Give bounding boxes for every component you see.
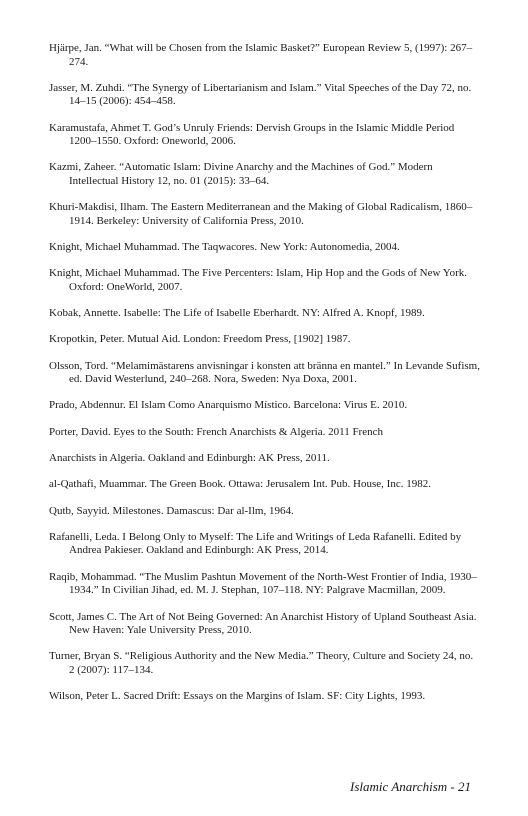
bibliography-entry: Wilson, Peter L. Sacred Drift: Essays on the Margins of Islam. SF: City Lights, 1993.	[49, 690, 426, 703]
bibliography-entry: Turner, Bryan S. “Religious Authority and the New Media.” Theory, Culture and Society 24, no. 2 (2007): 117–134.	[49, 650, 474, 676]
bibliography-entry: al-Qathafi, Muammar. The Green Book. Ottawa: Jerusalem Int. Pub. House, Inc. 1982.	[49, 478, 431, 491]
bibliography-entry: Qutb, Sayyid. Milestones. Damascus: Dar al-Ilm, 1964.	[49, 504, 294, 517]
bibliography-entry: Raqib, Mohammad. “The Muslim Pashtun Movement of the North-West Frontier of India, 1930–1934.” In Civilian Jihad, ed. M. J. Stephan, 107–118. NY: Palgrave Macmillan, 2009.	[49, 570, 477, 597]
page-footer-running-title: Islamic Anarchism - 21	[350, 779, 471, 794]
bibliography-entry: Kropotkin, Peter. Mutual Aid. London: Freedom Press, [1902] 1987.	[49, 333, 351, 346]
bibliography-entry: Anarchists in Algeria. Oakland and Edinburgh: AK Press, 2011.	[49, 452, 330, 465]
bibliography-entry: Rafanelli, Leda. I Belong Only to Myself: The Life and Writings of Leda Rafanelli. Edited by Andrea Pakieser. Oakland and Edinburgh: AK Press, 2014.	[49, 530, 462, 557]
bibliography-entry: Kazmi, Zaheer. “Automatic Islam: Divine Anarchy and the Machines of God.” Modern Intellectual History 12, no. 01 (2015): 33–64.	[49, 161, 433, 187]
bibliography-entry: Khuri-Makdisi, Ilham. The Eastern Mediterranean and the Making of Global Radicalism, 1860–1914. Berkeley: University of California Press, 2010.	[49, 201, 473, 227]
bibliography-list	[49, 42, 481, 716]
bibliography-entry: Scott, James C. The Art of Not Being Governed: An Anarchist History of Upland Southeast Asia. New Haven: Yale University Press, 2010.	[49, 610, 477, 637]
bibliography-entry: Knight, Michael Muhammad. The Taqwacores. New York: Autonomedia, 2004.	[49, 240, 400, 253]
bibliography-entry: Prado, Abdennur. El Islam Como Anarquismo Místico. Barcelona: Virus E. 2010.	[49, 399, 408, 412]
bibliography-entry: Knight, Michael Muhammad. The Five Percenters: Islam, Hip Hop and the Gods of New York. Oxford: OneWorld, 2007.	[49, 267, 468, 293]
bibliography-entry: Jasser, M. Zuhdi. “The Synergy of Libertarianism and Islam.” Vital Speeches of the Day 72, no. 14–15 (2006): 454–458.	[49, 81, 472, 108]
bibliography-entry: Kobak, Annette. Isabelle: The Life of Isabelle Eberhardt. NY: Alfred A. Knopf, 1989.	[49, 307, 425, 320]
bibliography-entry: Porter, David. Eyes to the South: French Anarchists & Algeria. 2011 French	[49, 425, 383, 438]
bibliography-entry: Olsson, Tord. “Melamimästarens anvisningar i konsten att bränna en mantel.” In Levande Sufism, ed. David Westerlund, 240–268. Nora, Sweden: Nya Doxa, 2001.	[49, 359, 480, 386]
bibliography-entry: Karamustafa, Ahmet T. God’s Unruly Friends: Dervish Groups in the Islamic Middle Period 1200–1550. Oxford: Oneworld, 2006.	[49, 121, 455, 148]
bibliography-entry: Hjärpe, Jan. “What will be Chosen from the Islamic Basket?” European Review 5, (1997): 267–274.	[49, 42, 473, 68]
